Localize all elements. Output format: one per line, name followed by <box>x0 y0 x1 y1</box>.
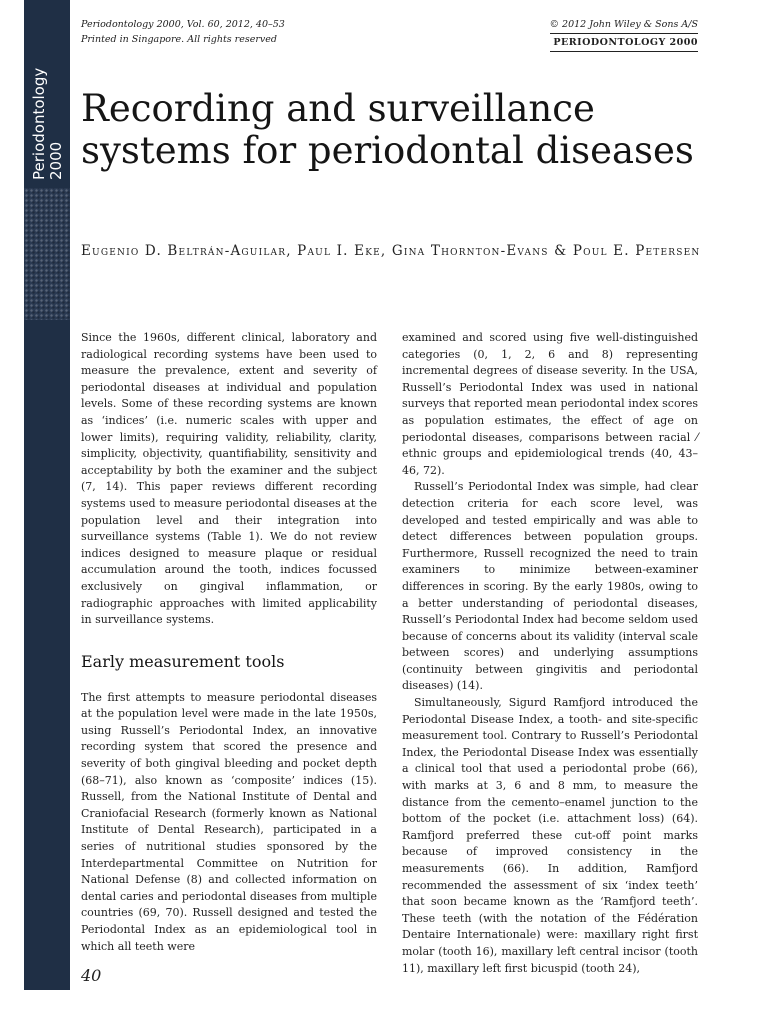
body-paragraph-4: Simultaneously, Sigurd Ramfjord introduced the Periodontal Disease Index, a tooth- and site-specific measurement tool. Contrary to Russell’s Periodontal Index, the Periodontal Disease Index was essentially a clinical tool that used a periodontal probe (66), with marks at 3, 6 and 8 mm, to measure the distance from the cemento–enamel junction to the bottom of the pocket (i.e. attachment loss) (64). Ramfjord preferred these cut-off point marks because of improved consistency in the measurements (66). In addition, Ramfjord recommended the assessment of six ‘index teeth’ that soon became known as the ‘Ramfjord teeth’. These teeth (with the notation of the Fédération Dentaire Internationale) were: maxillary right first molar (tooth 16), maxillary left central incisor (tooth 11), maxillary left first bicuspid (tooth 24), <box>402 696 698 975</box>
section-heading: Early measurement tools <box>81 651 285 671</box>
page-number: 40 <box>81 966 102 985</box>
journal-logo-line1: Periodontology <box>30 67 48 180</box>
article-title: Recording and surveillance systems for periodontal diseases <box>81 87 694 172</box>
body-column-right <box>402 330 698 977</box>
header-citation-block <box>81 17 285 47</box>
journal-name: PERIODONTOLOGY 2000 <box>550 33 698 52</box>
printed-line: Printed in Singapore. All rights reserved <box>81 34 277 45</box>
header-journal-block <box>550 17 698 52</box>
article-authors: Eugenio D. Beltrán-Aguilar, Paul I. Eke, Gina Thornton-Evans & Poul E. Petersen <box>81 243 701 259</box>
journal-logo <box>28 30 68 180</box>
sidebar-band-bottom <box>24 320 70 990</box>
intro-paragraph: Since the 1960s, different clinical, laboratory and radiological recording systems have been used to measure the prevalence, extent and severity of periodontal diseases at individual and population levels. Some of these recording systems are known as ‘indices’ (i.e. numeric scales with upper and lower limits), requiring validity, reliability, clarity, simplicity, objectivity, quantifiability, sensitivity and acceptability by both the examiner and the subject (7, 14). This paper reviews different recording systems used to measure periodontal diseases at the population level and their integration into surveillance systems (Table 1). We do not review indices designed to measure plaque or residual accumulation around the tooth, indices focussed exclusively on gingival inflammation, or radiographic approaches with limited applicability in surveillance systems. <box>81 331 377 627</box>
citation-line: Periodontology 2000, Vol. 60, 2012, 40–53 <box>81 19 285 30</box>
sidebar-band-texture <box>24 188 70 320</box>
body-paragraph-2: examined and scored using five well-distinguished categories (0, 1, 2, 6 and 8) representing incremental degrees of disease severity. In the USA, Russell’s Periodontal Index was used in national surveys that reported mean periodontal index scores as population estimates, the effect of age on periodontal diseases, comparisons between racial ⁄ ethnic groups and epidemiological trends (40, 43–46, 72). <box>402 331 698 477</box>
copyright-line: © 2012 John Wiley & Sons A/S <box>549 19 698 30</box>
body-paragraph-1: The first attempts to measure periodontal diseases at the population level were made in the late 1950s, using Russell’s Periodontal Index, an innovative recording system that scored the presence and severity of both gingival bleeding and pocket depth (68–71), also known as ‘composite’ indices (15). Russell, from the National Institute of Dental and Craniofacial Research (formerly known as National Institute of Dental Research), participated in a series of nutritional studies sponsored by the Interdepartmental Committee on Nutrition for National Defense (8) and collected information on dental caries and periodontal diseases from multiple countries (69, 70). Russell designed and tested the Periodontal Index as an epidemiological tool in which all teeth were <box>81 690 377 953</box>
body-column-left <box>81 330 377 955</box>
journal-logo-line2: 2000 <box>47 141 65 180</box>
body-paragraph-3: Russell’s Periodontal Index was simple, had clear detection criteria for each score level, was developed and tested empirically and was able to detect differences between population groups. Furthermore, Russell recognized the need to train examiners to minimize between-examiner differences in scoring. By the early 1980s, owing to a better understanding of periodontal diseases, Russell’s Periodontal Index had become seldom used because of concerns about its validity (interval scale between scores) and underlying assumptions (continuity between gingivitis and periodontal diseases) (14). <box>402 480 698 693</box>
